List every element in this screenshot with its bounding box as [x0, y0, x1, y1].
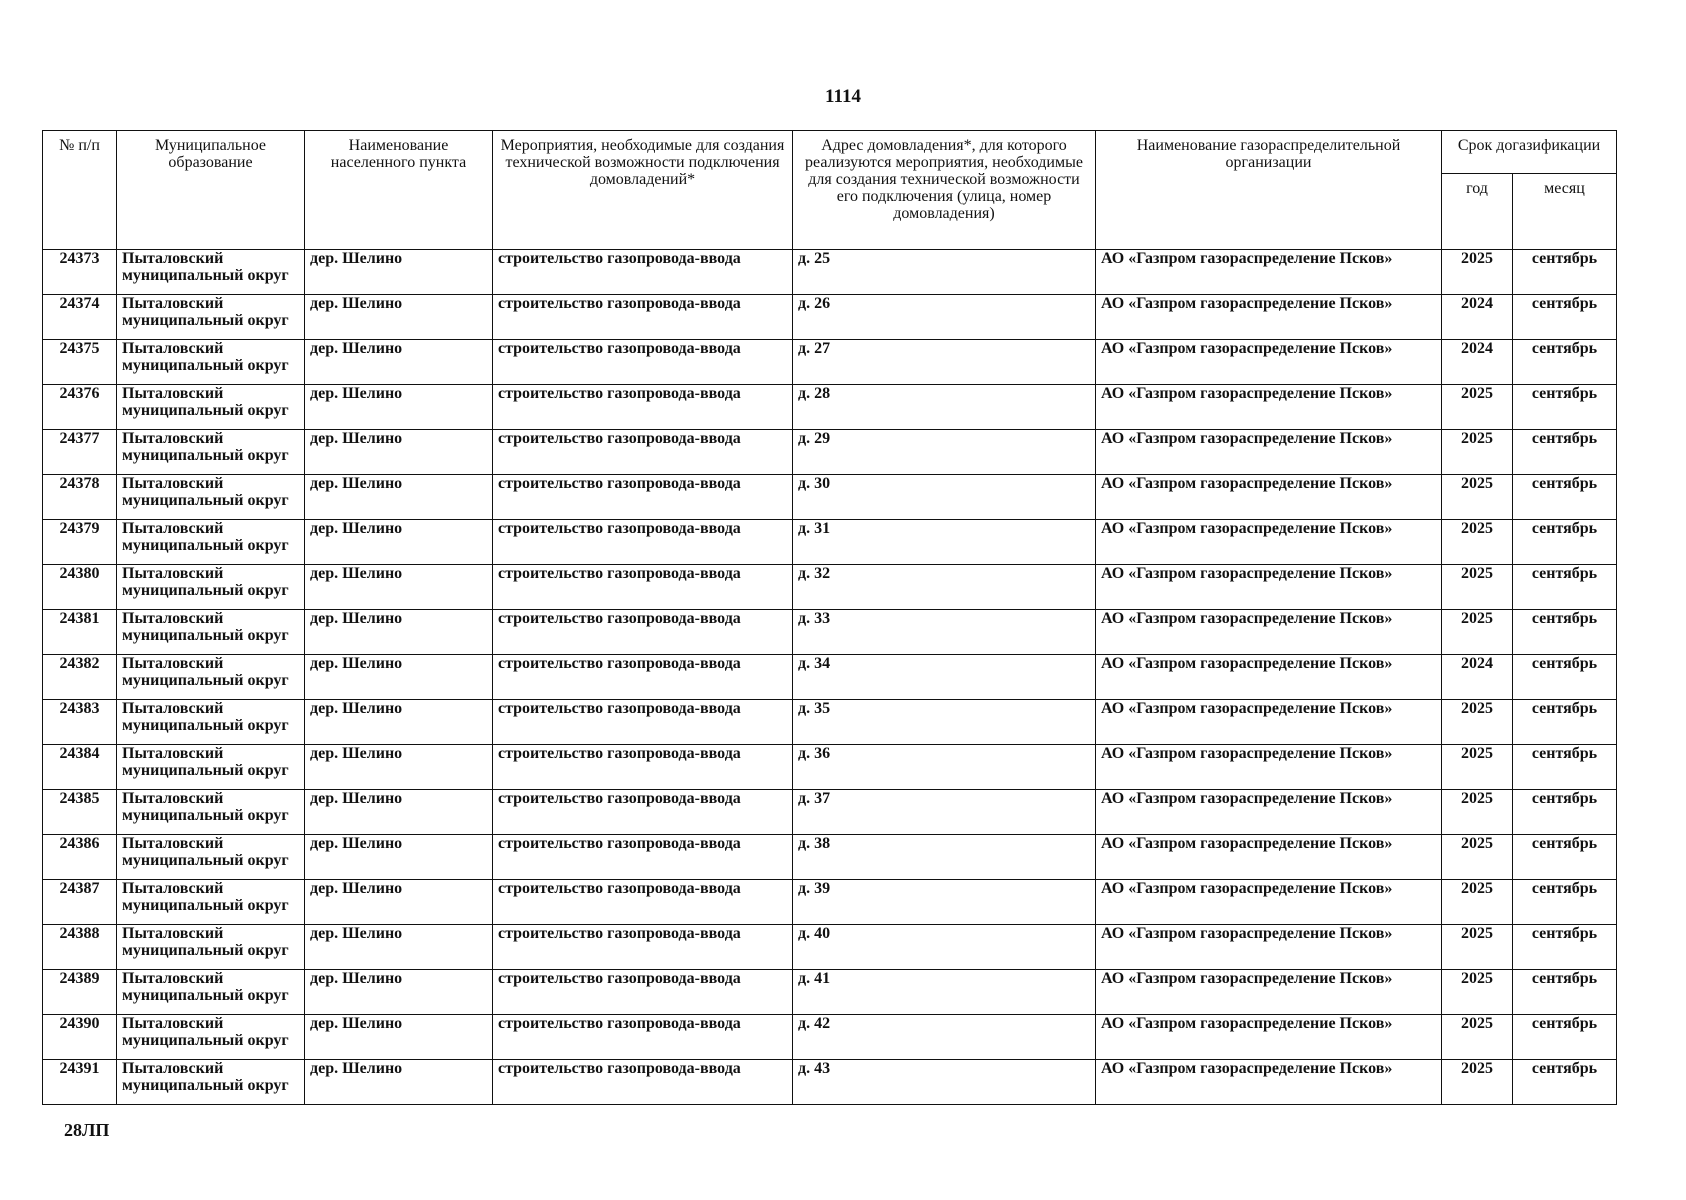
- table-row: [43, 655, 1617, 700]
- row-number: 24391: [43, 1060, 117, 1105]
- row-address: д. 29: [793, 430, 1096, 475]
- row-month: сентябрь: [1513, 295, 1617, 340]
- row-organization: АО «Газпром газораспределение Псков»: [1096, 655, 1442, 700]
- row-measure: строительство газопровода-ввода: [493, 340, 793, 385]
- row-settlement: дер. Шелино: [305, 880, 493, 925]
- row-number: 24390: [43, 1015, 117, 1060]
- row-month: сентябрь: [1513, 250, 1617, 295]
- table-row: [43, 790, 1617, 835]
- row-settlement: дер. Шелино: [305, 610, 493, 655]
- row-measure: строительство газопровода-ввода: [493, 520, 793, 565]
- gasification-table: [42, 130, 1617, 1105]
- row-municipality: Пыталовский муниципальный округ: [117, 565, 305, 610]
- row-month: сентябрь: [1513, 700, 1617, 745]
- table-row: [43, 745, 1617, 790]
- row-address: д. 34: [793, 655, 1096, 700]
- row-measure: строительство газопровода-ввода: [493, 430, 793, 475]
- row-number: 24373: [43, 250, 117, 295]
- row-address: д. 25: [793, 250, 1096, 295]
- header-municipality: Муниципальное образование: [117, 131, 305, 250]
- header-month: месяц: [1513, 174, 1617, 250]
- row-organization: АО «Газпром газораспределение Псков»: [1096, 1015, 1442, 1060]
- row-measure: строительство газопровода-ввода: [493, 745, 793, 790]
- row-settlement: дер. Шелино: [305, 565, 493, 610]
- row-year: 2025: [1442, 835, 1513, 880]
- row-settlement: дер. Шелино: [305, 430, 493, 475]
- row-address: д. 31: [793, 520, 1096, 565]
- row-organization: АО «Газпром газораспределение Псков»: [1096, 835, 1442, 880]
- row-number: 24384: [43, 745, 117, 790]
- row-municipality: Пыталовский муниципальный округ: [117, 745, 305, 790]
- row-settlement: дер. Шелино: [305, 970, 493, 1015]
- row-organization: АО «Газпром газораспределение Псков»: [1096, 295, 1442, 340]
- row-municipality: Пыталовский муниципальный округ: [117, 340, 305, 385]
- row-address: д. 30: [793, 475, 1096, 520]
- row-month: сентябрь: [1513, 835, 1617, 880]
- row-year: 2024: [1442, 295, 1513, 340]
- row-address: д. 39: [793, 880, 1096, 925]
- row-municipality: Пыталовский муниципальный округ: [117, 610, 305, 655]
- row-address: д. 38: [793, 835, 1096, 880]
- row-number: 24380: [43, 565, 117, 610]
- row-settlement: дер. Шелино: [305, 295, 493, 340]
- row-year: 2025: [1442, 385, 1513, 430]
- row-number: 24388: [43, 925, 117, 970]
- row-municipality: Пыталовский муниципальный округ: [117, 700, 305, 745]
- row-organization: АО «Газпром газораспределение Псков»: [1096, 970, 1442, 1015]
- row-number: 24379: [43, 520, 117, 565]
- table-row: [43, 250, 1617, 295]
- row-municipality: Пыталовский муниципальный округ: [117, 520, 305, 565]
- row-settlement: дер. Шелино: [305, 790, 493, 835]
- row-measure: строительство газопровода-ввода: [493, 1060, 793, 1105]
- row-settlement: дер. Шелино: [305, 925, 493, 970]
- row-year: 2025: [1442, 970, 1513, 1015]
- header-organization: Наименование газораспределительной организации: [1096, 131, 1442, 250]
- table-row: [43, 610, 1617, 655]
- table-row: [43, 835, 1617, 880]
- row-municipality: Пыталовский муниципальный округ: [117, 925, 305, 970]
- header-num: № п/п: [43, 131, 117, 250]
- row-year: 2025: [1442, 745, 1513, 790]
- footer-code: 28ЛП: [64, 1120, 110, 1140]
- row-address: д. 32: [793, 565, 1096, 610]
- table-row: [43, 925, 1617, 970]
- row-settlement: дер. Шелино: [305, 250, 493, 295]
- row-municipality: Пыталовский муниципальный округ: [117, 970, 305, 1015]
- row-number: 24386: [43, 835, 117, 880]
- table-row: [43, 340, 1617, 385]
- table-body: [43, 250, 1617, 1105]
- row-number: 24381: [43, 610, 117, 655]
- row-settlement: дер. Шелино: [305, 340, 493, 385]
- row-settlement: дер. Шелино: [305, 475, 493, 520]
- row-month: сентябрь: [1513, 880, 1617, 925]
- table-row: [43, 970, 1617, 1015]
- row-organization: АО «Газпром газораспределение Псков»: [1096, 340, 1442, 385]
- table-row: [43, 430, 1617, 475]
- row-municipality: Пыталовский муниципальный округ: [117, 790, 305, 835]
- row-settlement: дер. Шелино: [305, 700, 493, 745]
- row-settlement: дер. Шелино: [305, 520, 493, 565]
- row-year: 2025: [1442, 430, 1513, 475]
- row-address: д. 27: [793, 340, 1096, 385]
- row-address: д. 35: [793, 700, 1096, 745]
- row-organization: АО «Газпром газораспределение Псков»: [1096, 610, 1442, 655]
- row-year: 2025: [1442, 925, 1513, 970]
- row-settlement: дер. Шелино: [305, 835, 493, 880]
- row-measure: строительство газопровода-ввода: [493, 295, 793, 340]
- row-municipality: Пыталовский муниципальный округ: [117, 1060, 305, 1105]
- table-row: [43, 700, 1617, 745]
- row-organization: АО «Газпром газораспределение Псков»: [1096, 430, 1442, 475]
- page-number: 1114: [825, 86, 861, 107]
- row-measure: строительство газопровода-ввода: [493, 385, 793, 430]
- row-address: д. 43: [793, 1060, 1096, 1105]
- table-row: [43, 880, 1617, 925]
- row-number: 24382: [43, 655, 117, 700]
- row-municipality: Пыталовский муниципальный округ: [117, 295, 305, 340]
- row-number: 24387: [43, 880, 117, 925]
- row-month: сентябрь: [1513, 655, 1617, 700]
- header-term: Срок догазификации: [1442, 131, 1617, 174]
- row-organization: АО «Газпром газораспределение Псков»: [1096, 565, 1442, 610]
- row-organization: АО «Газпром газораспределение Псков»: [1096, 520, 1442, 565]
- row-year: 2024: [1442, 340, 1513, 385]
- row-measure: строительство газопровода-ввода: [493, 700, 793, 745]
- row-month: сентябрь: [1513, 340, 1617, 385]
- row-measure: строительство газопровода-ввода: [493, 880, 793, 925]
- header-year: год: [1442, 174, 1513, 250]
- table-row: [43, 520, 1617, 565]
- table-row: [43, 1060, 1617, 1105]
- table-header: [43, 131, 1617, 250]
- header-settlement: Наименование населенного пункта: [305, 131, 493, 250]
- row-address: д. 42: [793, 1015, 1096, 1060]
- row-month: сентябрь: [1513, 385, 1617, 430]
- row-settlement: дер. Шелино: [305, 655, 493, 700]
- row-month: сентябрь: [1513, 925, 1617, 970]
- row-year: 2025: [1442, 565, 1513, 610]
- row-municipality: Пыталовский муниципальный округ: [117, 250, 305, 295]
- row-number: 24389: [43, 970, 117, 1015]
- row-settlement: дер. Шелино: [305, 385, 493, 430]
- row-number: 24378: [43, 475, 117, 520]
- header-address: Адрес домовладения*, для которого реализуются мероприятия, необходимые для создания технической возможности его подключения (улица, номер домовладения): [793, 131, 1096, 250]
- row-measure: строительство газопровода-ввода: [493, 1015, 793, 1060]
- row-year: 2025: [1442, 700, 1513, 745]
- row-year: 2025: [1442, 520, 1513, 565]
- row-year: 2025: [1442, 610, 1513, 655]
- row-organization: АО «Газпром газораспределение Псков»: [1096, 925, 1442, 970]
- row-measure: строительство газопровода-ввода: [493, 925, 793, 970]
- row-address: д. 37: [793, 790, 1096, 835]
- row-municipality: Пыталовский муниципальный округ: [117, 835, 305, 880]
- row-year: 2025: [1442, 790, 1513, 835]
- row-address: д. 33: [793, 610, 1096, 655]
- row-number: 24385: [43, 790, 117, 835]
- row-municipality: Пыталовский муниципальный округ: [117, 1015, 305, 1060]
- row-municipality: Пыталовский муниципальный округ: [117, 655, 305, 700]
- table-row: [43, 295, 1617, 340]
- row-measure: строительство газопровода-ввода: [493, 565, 793, 610]
- row-month: сентябрь: [1513, 430, 1617, 475]
- header-measures: Мероприятия, необходимые для создания технической возможности подключения домовладений*: [493, 131, 793, 250]
- row-municipality: Пыталовский муниципальный округ: [117, 430, 305, 475]
- row-settlement: дер. Шелино: [305, 1015, 493, 1060]
- row-measure: строительство газопровода-ввода: [493, 655, 793, 700]
- row-address: д. 28: [793, 385, 1096, 430]
- row-month: сентябрь: [1513, 610, 1617, 655]
- row-number: 24377: [43, 430, 117, 475]
- row-organization: АО «Газпром газораспределение Псков»: [1096, 250, 1442, 295]
- row-year: 2024: [1442, 655, 1513, 700]
- row-month: сентябрь: [1513, 1060, 1617, 1105]
- row-year: 2025: [1442, 475, 1513, 520]
- row-organization: АО «Газпром газораспределение Псков»: [1096, 1060, 1442, 1105]
- table-row: [43, 1015, 1617, 1060]
- row-measure: строительство газопровода-ввода: [493, 790, 793, 835]
- row-month: сентябрь: [1513, 790, 1617, 835]
- table-row: [43, 475, 1617, 520]
- row-measure: строительство газопровода-ввода: [493, 610, 793, 655]
- row-measure: строительство газопровода-ввода: [493, 475, 793, 520]
- row-organization: АО «Газпром газораспределение Псков»: [1096, 745, 1442, 790]
- row-municipality: Пыталовский муниципальный округ: [117, 880, 305, 925]
- row-measure: строительство газопровода-ввода: [493, 835, 793, 880]
- row-month: сентябрь: [1513, 520, 1617, 565]
- row-year: 2025: [1442, 1015, 1513, 1060]
- row-year: 2025: [1442, 880, 1513, 925]
- row-measure: строительство газопровода-ввода: [493, 970, 793, 1015]
- table-row: [43, 385, 1617, 430]
- row-settlement: дер. Шелино: [305, 745, 493, 790]
- row-year: 2025: [1442, 250, 1513, 295]
- table-row: [43, 565, 1617, 610]
- row-month: сентябрь: [1513, 745, 1617, 790]
- row-organization: АО «Газпром газораспределение Псков»: [1096, 790, 1442, 835]
- row-settlement: дер. Шелино: [305, 1060, 493, 1105]
- row-municipality: Пыталовский муниципальный округ: [117, 385, 305, 430]
- row-address: д. 26: [793, 295, 1096, 340]
- row-measure: строительство газопровода-ввода: [493, 250, 793, 295]
- row-month: сентябрь: [1513, 970, 1617, 1015]
- row-number: 24374: [43, 295, 117, 340]
- row-address: д. 41: [793, 970, 1096, 1015]
- row-organization: АО «Газпром газораспределение Псков»: [1096, 880, 1442, 925]
- row-organization: АО «Газпром газораспределение Псков»: [1096, 475, 1442, 520]
- row-year: 2025: [1442, 1060, 1513, 1105]
- row-number: 24376: [43, 385, 117, 430]
- row-organization: АО «Газпром газораспределение Псков»: [1096, 700, 1442, 745]
- row-month: сентябрь: [1513, 1015, 1617, 1060]
- row-number: 24383: [43, 700, 117, 745]
- row-number: 24375: [43, 340, 117, 385]
- row-address: д. 36: [793, 745, 1096, 790]
- row-municipality: Пыталовский муниципальный округ: [117, 475, 305, 520]
- row-organization: АО «Газпром газораспределение Псков»: [1096, 385, 1442, 430]
- row-month: сентябрь: [1513, 565, 1617, 610]
- row-address: д. 40: [793, 925, 1096, 970]
- row-month: сентябрь: [1513, 475, 1617, 520]
